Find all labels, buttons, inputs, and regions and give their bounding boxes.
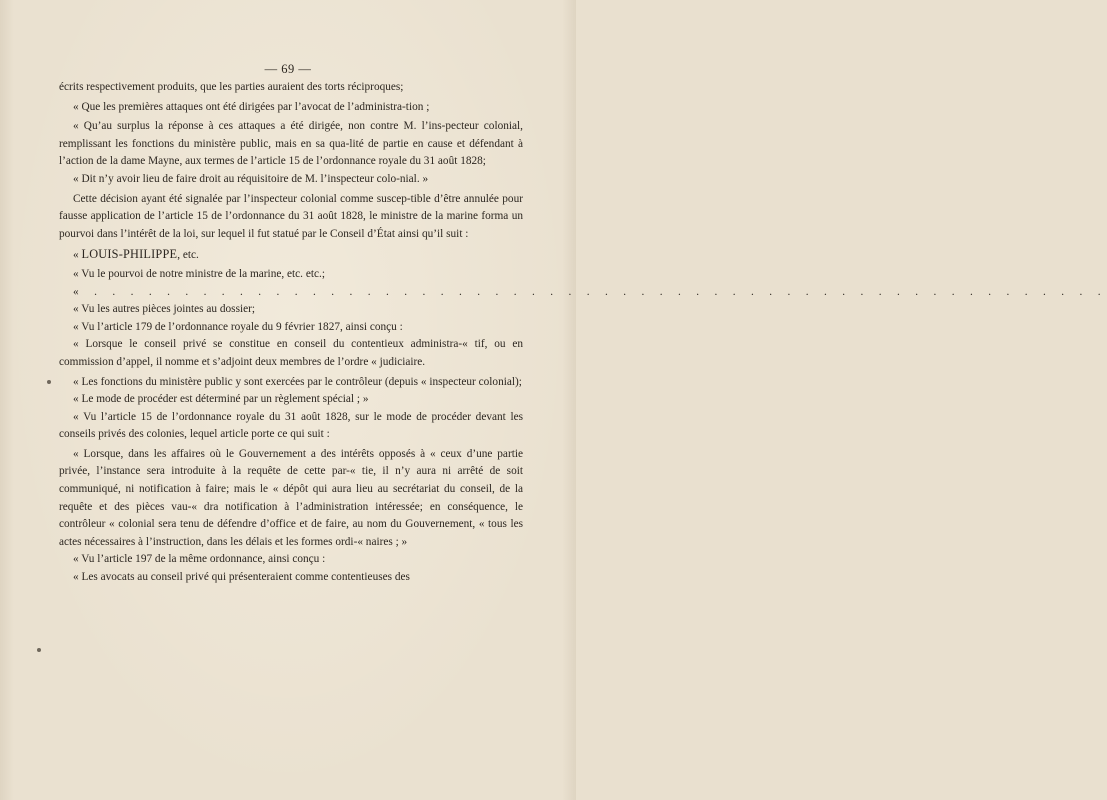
paragraph: « Vu l’article 179 de l’ordonnance royale du 9 février 1827, ainsi conçu : (73, 320, 403, 333)
ink-speck (37, 648, 41, 652)
paragraph: « Vu l’article 197 de la même ordonnance, ainsi conçu : (73, 553, 326, 566)
ink-speck (47, 380, 51, 384)
king-name: LOUIS-PHILIPPE (81, 247, 178, 262)
royal-heading: « LOUIS-PHILIPPE, etc. (73, 247, 199, 262)
paragraph: « Qu’au surplus la réponse à ces attaques a été dirigée, non contre M. l’ins-pecteur colonial, remplissant les fonctions du ministère public, mais en sa qua-lité de partie en cause et défendant à l’action de la dame Mayne, aux termes de l’article 15 de l’ordonnance royale du 31 août 1828; (59, 120, 523, 168)
paragraph: « Vu le pourvoi de notre ministre de la marine, etc. etc.; (73, 267, 325, 280)
page-number: — 69 — (264, 62, 312, 76)
paragraph: écrits respectivement produits, que les parties auraient des torts réciproques; (59, 81, 404, 93)
paragraph: « Les avocats au conseil privé qui présenteraient comme contentieuses des (73, 571, 410, 584)
paragraph: « Vu les autres pièces jointes au dossier; (73, 303, 256, 316)
paragraph: « Lorsque, dans les affaires où le Gouvernement a des intérêts opposés à « ceux d’une partie privée, l’instance sera introduite à la requête de cette par-« tie, il n’y aura ni arrêté de soit communiqué, ni notification à faire; mais le « dépôt qui aura lieu au secrétariat du conseil, de la requête et des pièces vau-« dra notification à l’administration intéressée; en conséquence, le contrôleur « colonial sera tenu de défendre d’office et de faire, au nom du Gouvernement, « tous les actes nécessaires à l’instruction, dans les délais et les formes ordi-« naires ; » (59, 447, 523, 548)
ellipsis-line: « . . . . . . . . . . . . . . . . . . . . . . . . . . . . . . . . . . . . . . . . . . . . . . . . . . . . . . . . (73, 285, 1107, 298)
paragraph: « Vu l’article 15 de l’ordonnance royale du 31 août 1828, sur le mode de procéder devant les conseils privés des colonies, lequel article porte ce qui suit : (59, 410, 523, 441)
heading-suffix: , etc. (177, 249, 199, 262)
paragraph: « Lorsque le conseil privé se constitue en conseil du contentieux administra-« tif, ou en commission d’appel, il nomme et s’adjoint deux membres de l’ordre « judiciaire. (59, 338, 523, 368)
paragraph: Cette décision ayant été signalée par l’inspecteur colonial comme suscep-tible d’être annulée pour fausse application de l’article 15 de l’ordonnance du 31 août 1828, le ministre de la marine forma un pourvoi dans l’intérêt de la loi, sur lequel il fut statué par le Conseil d’État ainsi qu’il suit : (59, 192, 523, 240)
paragraph: « Dit n’y avoir lieu de faire droit au réquisitoire de M. l’inspecteur colo-nial. » (73, 172, 429, 185)
paragraph: « Que les premières attaques ont été dirigées par l’avocat de l’administra-tion ; (73, 100, 430, 113)
document-body (59, 79, 1107, 587)
paragraph: « Les fonctions du ministère public y sont exercées par le contrôleur (depuis « inspecteur colonial); (73, 375, 522, 388)
paragraph: « Le mode de procéder est déterminé par un règlement spécial ; » (73, 393, 369, 406)
